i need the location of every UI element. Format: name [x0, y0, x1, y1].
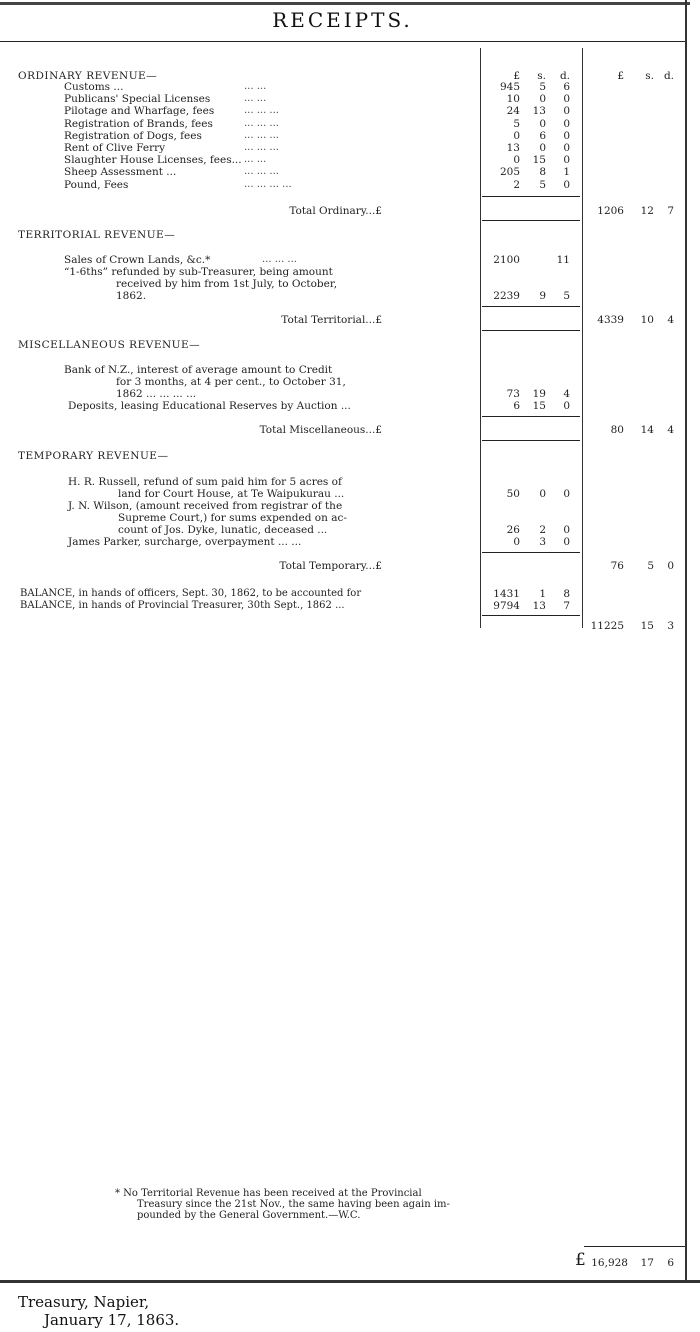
ordinary-item-label: Sheep Assessment ... — [64, 166, 177, 178]
balance-treasurer-pounds: 9794 — [493, 600, 520, 612]
total-temp-label: Total Temporary...£ — [279, 560, 382, 572]
ordinary-item-dots: ... ... — [244, 154, 267, 165]
territorial-item-2-line-3: 1862. — [116, 290, 147, 302]
total-territorial-label: Total Territorial...£ — [281, 314, 382, 326]
title-rule — [0, 41, 685, 42]
ordinary-item-pounds: 205 — [499, 166, 520, 178]
balance-officers-pounds: 1431 — [493, 588, 520, 600]
section-heading-ordinary: ORDINARY REVENUE— — [18, 70, 158, 82]
ordinary-item-pence: 0 — [563, 154, 570, 166]
ordinary-item-pence: 0 — [563, 179, 570, 191]
total-misc-label: Total Miscellaneous...£ — [259, 424, 382, 436]
ordinary-item-pence: 0 — [563, 93, 570, 105]
ordinary-item-pounds: 13 — [506, 142, 520, 154]
ordinary-item-dots: ... ... ... — [244, 130, 279, 141]
misc-item-1-pence: 4 — [563, 388, 570, 400]
territorial-item-2-shillings: 9 — [539, 290, 546, 302]
grand-total-top-rule — [584, 1246, 685, 1247]
ordinary-item-shillings: 6 — [539, 130, 546, 142]
temp-item-1-line-1: H. R. Russell, refund of sum paid him for 5 acres of — [68, 476, 342, 488]
misc-item-1-shillings: 19 — [532, 388, 546, 400]
ordinary-item-pence: 0 — [563, 130, 570, 142]
ordinary-item-label: Customs ... — [64, 81, 124, 93]
total-temp-shillings: 5 — [647, 560, 654, 572]
balance-treasurer-pence: 7 — [563, 600, 570, 612]
total-ordinary-label: Total Ordinary...£ — [289, 205, 382, 217]
misc-item-2-label: Deposits, leasing Educational Reserves by Auction ... — [68, 400, 351, 412]
ordinary-item-pence: 0 — [563, 142, 570, 154]
ordinary-item-label: Slaughter House Licenses, fees... — [64, 154, 242, 166]
column-rule-1 — [480, 48, 481, 628]
temp-item-2-pounds: 26 — [506, 524, 520, 536]
section-heading-territorial: TERRITORIAL REVENUE— — [18, 229, 176, 241]
ordinary-item-shillings: 15 — [532, 154, 546, 166]
temp-item-3-pence: 0 — [563, 536, 570, 548]
total-misc-pence: 4 — [667, 424, 674, 436]
territorial-item-2-pence: 5 — [563, 290, 570, 302]
misc-item-1-line-1: Bank of N.Z., interest of average amount to Credit — [64, 364, 333, 376]
temp-item-3-pounds: 0 — [513, 536, 520, 548]
total-territorial-shillings: 10 — [640, 314, 654, 326]
ordinary-item-dots: ... ... — [244, 81, 267, 92]
ordinary-item-dots: ... ... — [244, 93, 267, 104]
signature-line-2: January 17, 1863. — [44, 1311, 180, 1329]
signature-line-1: Treasury, Napier, — [18, 1293, 150, 1311]
total-misc-pounds: 80 — [610, 424, 624, 436]
ordinary-item-pounds: 0 — [513, 130, 520, 142]
ordinary-item-label: Pound, Fees — [64, 179, 129, 191]
temp-sum-rule — [482, 552, 580, 553]
temp-item-2-pence: 0 — [563, 524, 570, 536]
ordinary-item-dots: ... ... ... ... — [244, 179, 292, 190]
balance-treasurer-shillings: 13 — [532, 600, 546, 612]
ordinary-item-pence: 0 — [563, 105, 570, 117]
ordinary-item-dots: ... ... ... — [244, 105, 279, 116]
total-temp-pence: 0 — [667, 560, 674, 572]
ordinary-item-pounds: 10 — [506, 93, 520, 105]
ordinary-item-pounds: 2 — [513, 179, 520, 191]
col-header-pounds-total: £ — [617, 70, 624, 82]
ordinary-item-dots: ... ... ... — [244, 166, 279, 177]
balance-officers-label: BALANCE, in hands of officers, Sept. 30, 1862, to be accounted for — [20, 588, 362, 599]
misc-item-1-line-3: 1862 ... ... ... ... — [116, 388, 197, 400]
ordinary-item-pence: 1 — [563, 166, 570, 178]
misc-item-2-pence: 0 — [563, 400, 570, 412]
temp-item-1-line-2: land for Court House, at Te Waipukurau ... — [118, 488, 345, 500]
temp-item-3-shillings: 3 — [539, 536, 546, 548]
territorial-item-1-pence: 11 — [556, 254, 570, 266]
right-border — [685, 0, 687, 1282]
ordinary-item-label: Registration of Dogs, fees — [64, 130, 202, 142]
ordinary-item-shillings: 5 — [539, 179, 546, 191]
territorial-item-2-pounds: 2239 — [493, 290, 520, 302]
territorial-section-rule — [482, 330, 580, 331]
total-ordinary-pence: 7 — [667, 205, 674, 217]
temp-item-3-label: James Parker, surcharge, overpayment ... ... — [68, 536, 302, 548]
bottom-rule — [0, 1280, 700, 1283]
ordinary-item-pounds: 24 — [506, 105, 520, 117]
temp-item-2-shillings: 2 — [539, 524, 546, 536]
ordinary-item-shillings: 13 — [532, 105, 546, 117]
territorial-item-1-pounds: 2100 — [493, 254, 520, 266]
territorial-item-2-line-2: received by him from 1st July, to October, — [116, 278, 338, 290]
ordinary-item-label: Pilotage and Wharfage, fees — [64, 105, 215, 117]
ordinary-sum-rule — [482, 196, 580, 197]
ordinary-item-shillings: 5 — [539, 81, 546, 93]
ordinary-item-shillings: 0 — [539, 93, 546, 105]
territorial-item-2-line-1: “1-6ths” refunded by sub-Treasurer, being amount — [64, 266, 333, 278]
misc-section-rule — [482, 440, 580, 441]
misc-item-2-pounds: 6 — [513, 400, 520, 412]
temp-item-1-shillings: 0 — [539, 488, 546, 500]
territorial-sum-rule — [482, 306, 580, 307]
balance-total-pounds: 11225 — [590, 620, 624, 632]
ordinary-item-pounds: 945 — [499, 81, 520, 93]
col-header-pence: d. — [559, 70, 570, 82]
page-title: RECEIPTS. — [272, 8, 413, 32]
col-header-pounds: £ — [513, 70, 520, 82]
territorial-item-1-label: Sales of Crown Lands, &c.* — [64, 254, 211, 266]
temp-item-2-line-2: Supreme Court,) for sums expended on ac- — [118, 512, 347, 524]
ordinary-item-dots: ... ... ... — [244, 142, 279, 153]
grand-total-shillings: 17 — [640, 1257, 654, 1269]
ordinary-item-label: Registration of Brands, fees — [64, 118, 213, 130]
balance-total-shillings: 15 — [640, 620, 654, 632]
ordinary-item-pounds: 5 — [513, 118, 520, 130]
col-header-pence-total: d. — [663, 70, 674, 82]
ordinary-item-dots: ... ... ... — [244, 118, 279, 129]
ordinary-item-label: Rent of Clive Ferry — [64, 142, 166, 154]
grand-total-pounds: 16,928 — [591, 1257, 628, 1269]
misc-item-1-line-2: for 3 months, at 4 per cent., to October 31, — [116, 376, 346, 388]
total-ordinary-pounds: 1206 — [597, 205, 624, 217]
grand-total-pence: 6 — [667, 1257, 674, 1269]
section-heading-miscellaneous: MISCELLANEOUS REVENUE— — [18, 339, 201, 351]
territorial-item-1-dots: ... ... ... — [262, 254, 297, 265]
temp-item-2-line-3: count of Jos. Dyke, lunatic, deceased ... — [118, 524, 328, 536]
balance-treasurer-label: BALANCE, in hands of Provincial Treasurer, 30th Sept., 1862 ... — [20, 600, 345, 611]
top-rule — [0, 2, 690, 5]
misc-item-2-shillings: 15 — [532, 400, 546, 412]
ordinary-item-shillings: 8 — [539, 166, 546, 178]
col-header-shillings: s. — [537, 70, 546, 82]
temp-item-1-pence: 0 — [563, 488, 570, 500]
ordinary-item-pence: 0 — [563, 118, 570, 130]
ordinary-section-rule — [482, 220, 580, 221]
footnote-line-1: * No Territorial Revenue has been received at the Provincial — [115, 1188, 422, 1199]
col-header-shillings-total: s. — [645, 70, 654, 82]
section-heading-temporary: TEMPORARY REVENUE— — [18, 450, 169, 462]
total-territorial-pounds: 4339 — [597, 314, 624, 326]
footnote-line-2: Treasury since the 21st Nov., the same having been again im- — [137, 1199, 450, 1210]
misc-sum-rule — [482, 416, 580, 417]
ordinary-item-pounds: 0 — [513, 154, 520, 166]
ordinary-item-shillings: 0 — [539, 118, 546, 130]
grand-total-sign: £ — [575, 1250, 586, 1270]
total-territorial-pence: 4 — [667, 314, 674, 326]
temp-item-1-pounds: 50 — [506, 488, 520, 500]
ordinary-item-label: Publicans' Special Licenses — [64, 93, 211, 105]
footnote-line-3: pounded by the General Government.—W.C. — [137, 1210, 361, 1221]
balance-officers-pence: 8 — [563, 588, 570, 600]
balance-sum-rule — [482, 615, 580, 616]
total-misc-shillings: 14 — [640, 424, 654, 436]
total-ordinary-shillings: 12 — [640, 205, 654, 217]
balance-officers-shillings: 1 — [539, 588, 546, 600]
column-rule-2 — [582, 48, 583, 628]
misc-item-1-pounds: 73 — [506, 388, 520, 400]
balance-total-pence: 3 — [667, 620, 674, 632]
total-temp-pounds: 76 — [610, 560, 624, 572]
temp-item-2-line-1: J. N. Wilson, (amount received from registrar of the — [68, 500, 343, 512]
ordinary-item-shillings: 0 — [539, 142, 546, 154]
ordinary-item-pence: 6 — [563, 81, 570, 93]
